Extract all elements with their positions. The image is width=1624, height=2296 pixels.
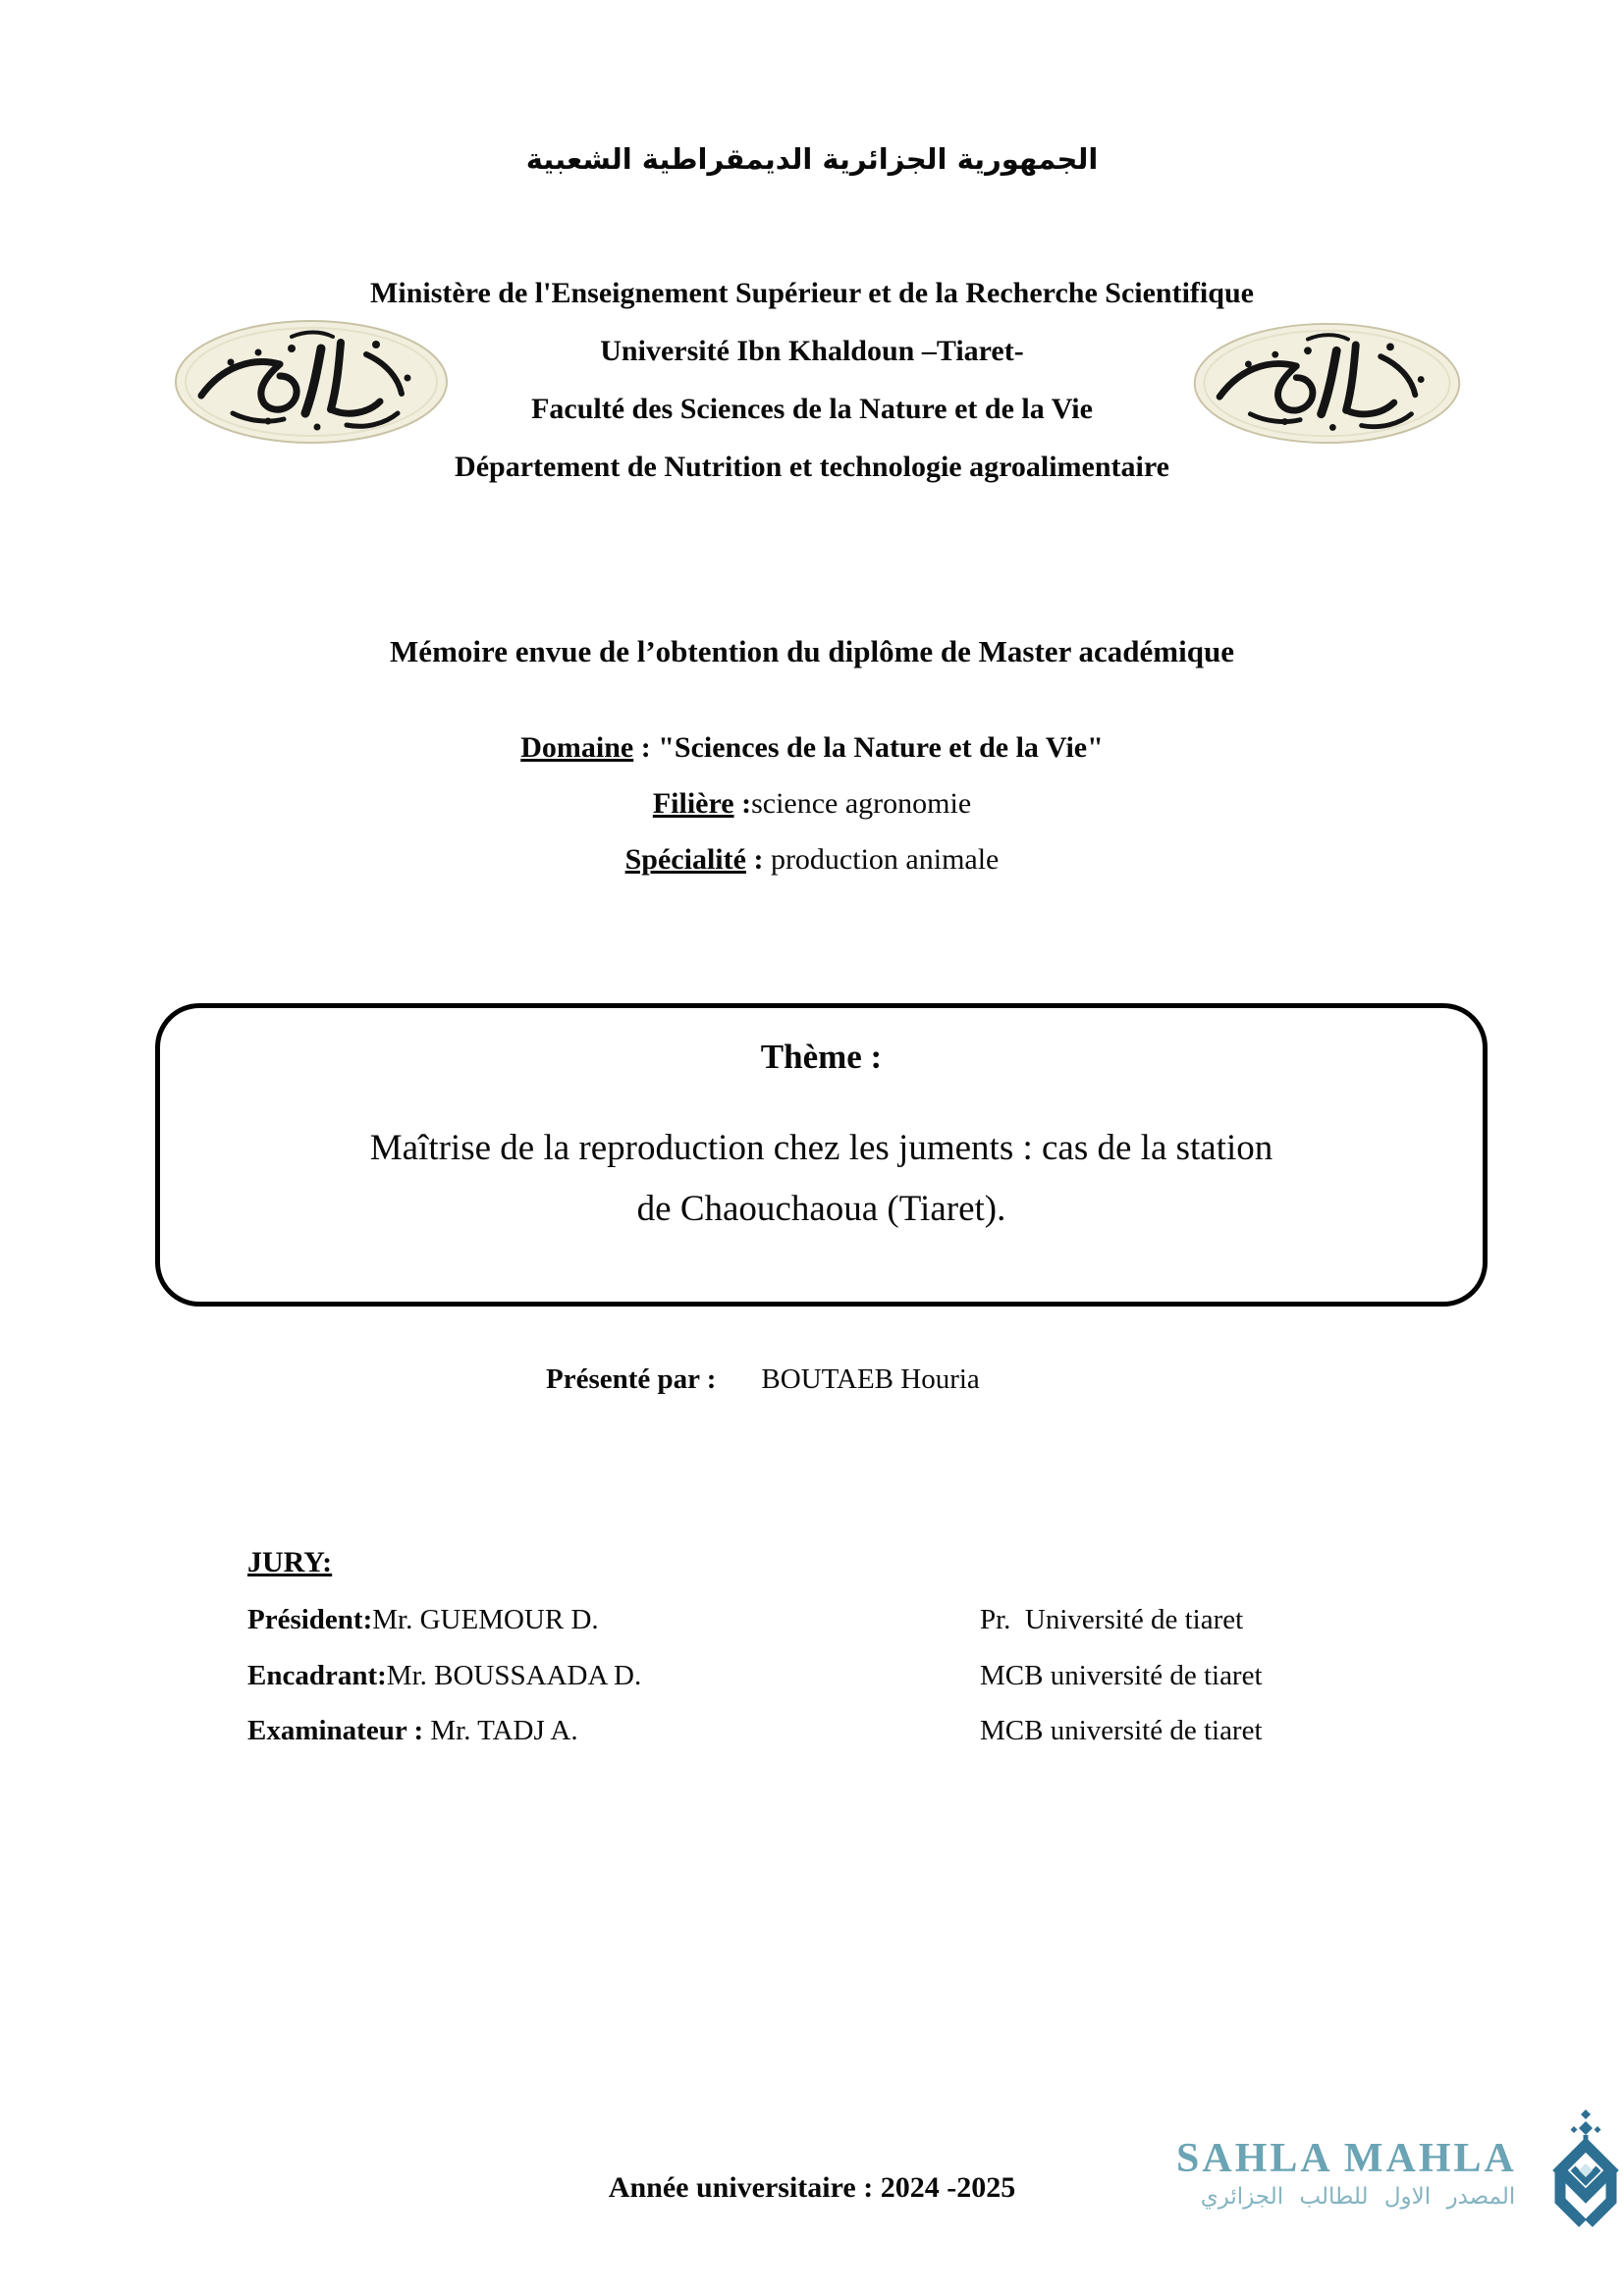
republic-title-arabic: الجمهورية الجزائرية الديمقراطية الشعبية [525, 142, 1099, 176]
university-seal-icon [174, 319, 449, 445]
theme-heading: Thème : [760, 1038, 883, 1076]
ministry-line: Ministère de l'Enseignement Supérieur et de la Recherche Scientifique [370, 277, 1254, 309]
university-line: Université Ibn Khaldoun –Tiaret- [600, 335, 1024, 367]
specialite-separator: : [745, 843, 771, 876]
jury-row-president [247, 1598, 1475, 1641]
jury-row-encadrant [247, 1654, 1475, 1697]
jury-row-examinateur [247, 1709, 1475, 1752]
department-line: Département de Nutrition et technologie agroalimentaire [455, 451, 1169, 483]
jury-member-name: Mr. BOUSSAADA D. [386, 1660, 642, 1691]
jury-role-label: Examinateur : [247, 1715, 431, 1746]
thesis-title [160, 1118, 1483, 1240]
domaine-value: "Sciences de la Nature et de la Vie" [658, 731, 1104, 764]
jury-heading: JURY: [247, 1546, 333, 1578]
specialite-label: Spécialité [624, 843, 746, 876]
jury-member-rank: MCB université de tiaret [980, 1715, 1263, 1746]
jury-role-label: Encadrant: [247, 1660, 387, 1691]
author-name: BOUTAEB Houria [761, 1363, 980, 1395]
memoire-line: Mémoire envue de l’obtention du diplôme de Master académique [390, 634, 1234, 668]
presented-by-label: Présenté par : [546, 1363, 717, 1395]
jury-member-name: Mr. TADJ A. [430, 1715, 578, 1746]
filiere-separator: : [733, 787, 752, 820]
theme-box [155, 1003, 1488, 1307]
jury-member-name: Mr. GUEMOUR D. [372, 1604, 599, 1635]
thesis-title-line1: Maîtrise de la reproduction chez les juments : cas de la station [369, 1128, 1273, 1168]
domaine-line [0, 726, 1624, 770]
specialite-value: production animale [770, 843, 1000, 876]
jury-member-rank: MCB université de tiaret [980, 1660, 1263, 1691]
presented-by-line [546, 1360, 980, 1399]
jury-role-label: Président: [247, 1604, 373, 1635]
university-seal-icon [1186, 322, 1468, 445]
sahla-mahla-wordmark: SAHLA MAHLA [1176, 2136, 1517, 2181]
specialite-line [0, 838, 1624, 881]
faculty-line: Faculté des Sciences de la Nature et de la Vie [531, 393, 1093, 425]
sahla-mahla-emblem-icon [1547, 2109, 1624, 2230]
domaine-label: Domaine [520, 731, 634, 764]
filiere-value: science agronomie [751, 787, 972, 820]
jury-member-rank: Pr. Université de tiaret [980, 1604, 1244, 1635]
filiere-line [0, 782, 1624, 826]
thesis-title-line2: de Chaouchaoua (Tiaret). [636, 1189, 1006, 1229]
academic-year-line: Année universitaire : 2024 -2025 [608, 2171, 1016, 2204]
sahla-mahla-tagline-arabic: المصدر الاول للطالب الجزائري [1200, 2184, 1516, 2210]
domaine-separator: : [633, 731, 659, 764]
filiere-label: Filière [652, 787, 734, 820]
